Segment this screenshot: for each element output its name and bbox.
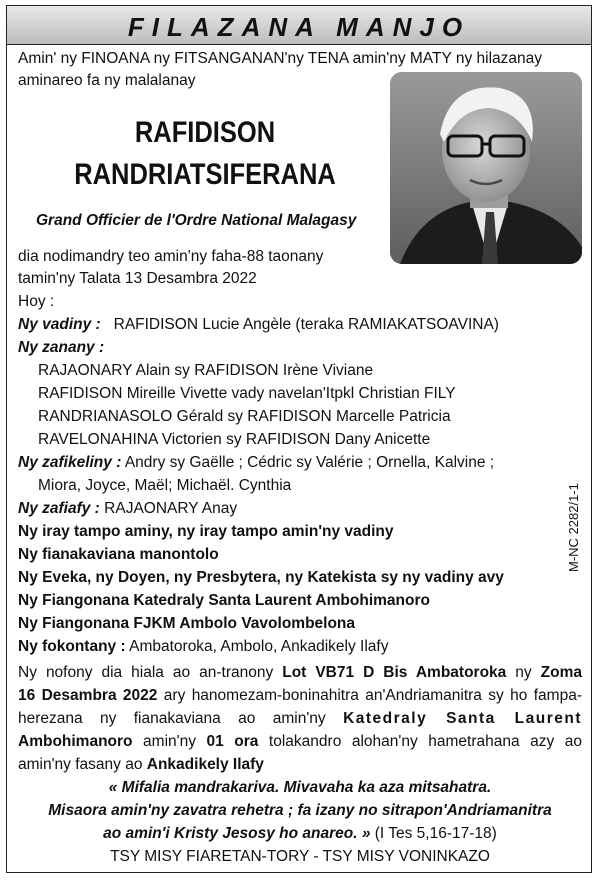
zafikeliny-label: Ny zafikeliny : xyxy=(18,454,122,471)
death-line-1: dia nodimandry teo amin'ny faha-88 taonany xyxy=(18,248,324,265)
funeral-line-5: amin'ny fasany ao Ankadikely Ilafy xyxy=(18,756,264,773)
zafikeliny-line-2: Miora, Joyce, Maël; Michaël. Cynthia xyxy=(38,477,292,494)
zanany-item: RANDRIANASOLO Gérald sy RAFIDISON Marcelle Patricia xyxy=(38,408,451,425)
quote-line-1: « Mifalia mandrakariva. Mivavaha ka aza mitsahatra. xyxy=(108,779,492,796)
funeral-line-3: herezana ny fianakaviana ao amin'ny Katedraly Santa Laurent xyxy=(18,710,582,727)
header-banner xyxy=(7,6,591,45)
funeral-line-1: Ny nofony dia hiala ao an-tranony Lot VB71 D Bis Ambatoroka ny Zoma xyxy=(18,664,582,681)
zafiafy-value: RAJAONARY Anay xyxy=(104,500,238,517)
quote-line-3: ao amin'i Kristy Jesosy ho anareo. » (I Tes 5,16-17-18) xyxy=(103,825,497,842)
vadiny-row xyxy=(18,316,499,334)
deceased-name-line-2: RANDRIATSIFERANA xyxy=(74,158,336,191)
footer-text: TSY MISY FIARETAN-TORY - TSY MISY VONINKAZO xyxy=(110,848,490,865)
hoy-label: Hoy : xyxy=(18,293,55,310)
side-reference-code: M-NC 2282/1-1 xyxy=(566,483,581,572)
vadiny-label: Ny vadiny : xyxy=(18,316,101,333)
deceased-name-line-1: RAFIDISON xyxy=(134,116,276,149)
other-relatives: Ny Fiangonana FJKM Ambolo Vavolombelona xyxy=(18,615,356,632)
funeral-line-4: Ambohimanoro amin'ny 01 ora tolakandro alohan'ny hametrahana azy ao xyxy=(18,733,582,750)
zanany-item: RAFIDISON Mireille Vivette vady navelan'Itpkl Christian FILY xyxy=(38,385,456,402)
zanany-label: Ny zanany : xyxy=(18,339,105,356)
zafikeliny-value: Andry sy Gaëlle ; Cédric sy Valérie ; Ornella, Kalvine ; xyxy=(124,454,495,471)
zanany-item: RAJAONARY Alain sy RAFIDISON Irène Viviane xyxy=(38,362,374,379)
other-relatives: Ny iray tampo aminy, ny iray tampo amin'ny vadiny xyxy=(18,523,394,540)
death-line-2: tamin'ny Talata 13 Desambra 2022 xyxy=(18,270,257,287)
vadiny-value: RAFIDISON Lucie Angèle (teraka RAMIAKATSOAVINA) xyxy=(113,316,499,333)
zafiafy-row xyxy=(18,500,237,518)
zanany-item: RAVELONAHINA Victorien sy RAFIDISON Dany Anicette xyxy=(38,431,431,448)
other-relatives: Ny Fiangonana Katedraly Santa Laurent Ambohimanoro xyxy=(18,592,430,609)
portrait-photo xyxy=(390,72,582,264)
intro-line-2: aminareo fa ny malalanay xyxy=(18,72,196,89)
other-relatives: Ny fianakaviana manontolo xyxy=(18,546,219,563)
fokontany-label: Ny fokontany : xyxy=(18,638,126,655)
deceased-title: Grand Officier de l'Ordre National Malagasy xyxy=(36,212,357,229)
other-relatives: Ny Eveka, ny Doyen, ny Presbytera, ny Katekista sy ny vadiny avy xyxy=(18,569,504,586)
fokontany-row xyxy=(18,638,388,656)
funeral-line-2: 16 Desambra 2022 ary hanomezam-boninahitra an'Andriamanitra sy ho fampa- xyxy=(18,687,582,704)
intro-line-1: Amin' ny FINOANA ny FITSANGANAN'ny TENA amin'ny MATY ny hilazanay xyxy=(18,50,542,67)
zafikeliny-row xyxy=(18,454,494,472)
fokontany-value: Ambatoroka, Ambolo, Ankadikely Ilafy xyxy=(129,638,389,655)
header-title: FILAZANA MANJO xyxy=(127,12,471,42)
zafiafy-label: Ny zafiafy : xyxy=(18,500,100,517)
quote-line-2: Misaora amin'ny zavatra rehetra ; fa izany no sitrapon'Andriamanitra xyxy=(48,802,552,819)
